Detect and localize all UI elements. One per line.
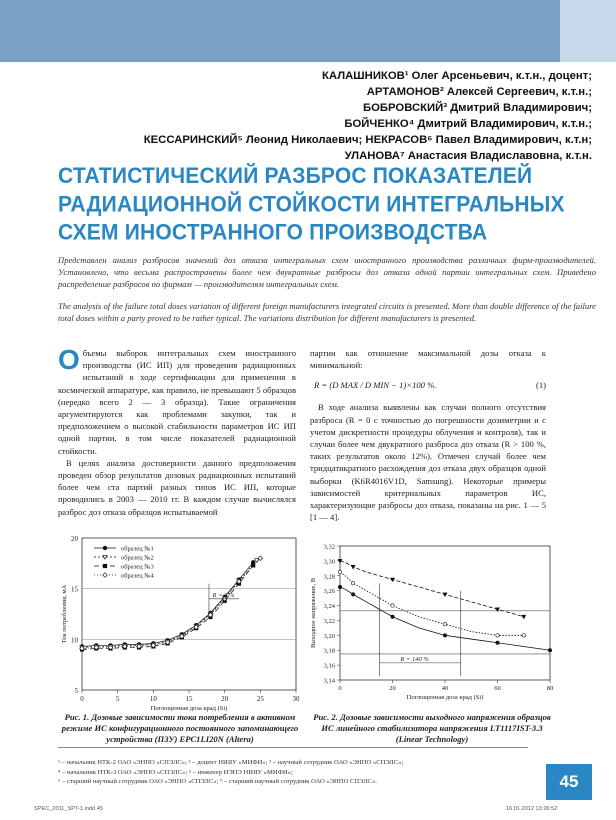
author-list (20, 68, 592, 164)
footnote-divider (58, 747, 528, 748)
y-tick-label: 3,26 (323, 588, 335, 596)
x-tick-label: 20 (221, 695, 229, 703)
footnote: ⁴ – начальник НТК-3 ОАО «ЭНПО «СПЭЛС»; ⁵ – инженер ИЭПЭ НИЯУ «МИФИ»; (58, 768, 293, 776)
author-line: БОЙЧЕНКО⁴ Дмитрий Владимирович, к.т.н.; (344, 118, 592, 130)
y-tick-label: 3,18 (323, 647, 335, 655)
abstract-russian: Представлен анализ разбросов значений доз отказа интегральных схем иностранного производства различных фирм-производителей. Установлено, что весьма распространены более чем двукратные разбросы доз отказа одной партии интегральных схем. Приведено распределение разбросов по фирмам — производителям интегральных схем. (58, 255, 596, 289)
data-point (351, 582, 354, 585)
series-line (82, 562, 253, 646)
legend-label: образец №4 (121, 572, 154, 580)
y-tick-label: 10 (71, 636, 78, 645)
y-tick-label: 3,20 (323, 632, 335, 640)
x-tick-label: 20 (389, 685, 396, 692)
y-tick-label: 5 (74, 687, 78, 695)
data-point (496, 641, 499, 644)
x-tick-label: 30 (292, 695, 300, 703)
body-paragraph: партии как отношение максимальной дозы отказа к минимальной: (310, 348, 546, 371)
annotation-label: R = 3 % (212, 591, 235, 599)
annotation-label: R = 140 % (400, 655, 429, 663)
x-tick-label: 80 (546, 685, 554, 692)
x-tick-label: 40 (441, 685, 449, 692)
series-line (82, 558, 260, 648)
series-line (340, 572, 524, 635)
figure2-chart (308, 542, 556, 712)
y-tick-label: 3,22 (323, 617, 335, 625)
x-tick-label: 0 (80, 695, 84, 703)
print-slug: SPEC_2011_SPT-1.indd 45 (34, 806, 103, 812)
data-point (338, 585, 341, 588)
print-timestamp: 16.01.2012 13:26:52 (506, 806, 558, 812)
title-line: СТАТИСТИЧЕСКИЙ РАЗБРОС ПОКАЗАТЕЛЕЙ (58, 164, 533, 189)
title-line: РАДИАЦИОННОЙ СТОЙКОСТИ ИНТЕГРАЛЬНЫХ (58, 192, 565, 217)
data-point (351, 593, 354, 596)
data-point (548, 649, 551, 652)
page-number: 45 (546, 764, 592, 800)
data-point (103, 546, 107, 550)
author-line: УЛАНОВА⁷ Анастасия Владиславовна, к.т.н. (344, 150, 592, 162)
figure2-caption: Рис. 2. Дозовые зависимости выходного напряжения образцов ИС линейного стабилизатора напряжения LT1117IST-3.3 (Linear Technology) (313, 712, 551, 744)
y-tick-label: 3,14 (323, 677, 335, 685)
y-axis-label: Выходное напряжение, В (310, 577, 317, 649)
y-tick-label: 3,32 (323, 543, 335, 551)
data-point (103, 573, 108, 578)
footnote: ⁶ – старший научный сотрудник ОАО «ЭНПО «СПЭЛС»; ⁷ – старший научный сотрудник ОАО «ЭНПО СПЭЛС». (58, 778, 377, 785)
data-point (443, 622, 446, 625)
header-band (0, 0, 616, 62)
legend-label: образец №2 (121, 554, 154, 562)
title-line: СХЕМ ИНОСТРАННОГО ПРОИЗВОДСТВА (58, 220, 488, 245)
y-tick-label: 3,16 (323, 662, 335, 670)
author-line: АРТАМОНОВ² Алексей Сергеевич, к.т.н.; (366, 86, 592, 98)
y-tick-label: 15 (71, 585, 78, 594)
article-title (58, 162, 598, 247)
footnotes (58, 758, 528, 787)
body-column-left (58, 344, 296, 518)
data-point (496, 634, 499, 637)
figure1-chart (58, 532, 308, 712)
author-line: КЕССАРИНСКИЙ⁵ Леонид Николаевич; НЕКРАСОВ⁶ Павел Владимирович, к.т.н; (143, 134, 592, 146)
figure1-caption: Рис. 1. Дозовые зависимости тока потребления в активном режиме ИС конфигурационного постоянного запоминающего устройства (ПЗУ) EPC1LI20N (Altera) (61, 712, 299, 744)
data-point (338, 570, 341, 573)
formula-number: (1) (535, 380, 546, 391)
x-axis-label: Поглощенная доза крад (Si) (406, 694, 484, 701)
series-line (82, 560, 257, 647)
data-point (391, 604, 394, 607)
x-tick-label: 15 (185, 695, 193, 703)
author-line: БОБРОВСКИЙ³ Дмитрий Владимирович; (363, 102, 592, 114)
data-point (103, 564, 107, 568)
header-band-light (560, 0, 616, 62)
drop-cap: О (58, 344, 80, 375)
x-tick-label: 5 (115, 695, 120, 703)
abstract-english: The analysis of the failure total doses variation of different foreign manufacturers integrated circuits is presented. More than double difference of the failure total doses within a party proved to be rather typical. The variations distribution for different manufacturers is presented. (58, 301, 596, 323)
y-tick-label: 3,28 (323, 573, 335, 581)
author-line: КАЛАШНИКОВ¹ Олег Арсеньевич, к.т.н., доцент; (322, 70, 592, 82)
y-tick-label: 20 (71, 535, 78, 543)
x-tick-label: 0 (338, 685, 342, 692)
data-point (522, 634, 525, 637)
x-axis-label: Поглощенная доза крад (Si) (150, 705, 228, 712)
legend-label: образец №1 (121, 545, 154, 553)
y-axis-label: Ток потребления, мА (61, 584, 68, 644)
data-point (522, 615, 526, 619)
body-column-right (310, 347, 546, 523)
series-line (82, 565, 253, 649)
plot-frame (82, 538, 296, 690)
footnote: ¹ – начальник НТК-2 ОАО «ЭНПО «СПЭЛС»; ² – доцент НИЯУ «МИФИ»; ³ – научный сотрудник ОАО «ЭНПО «СПЭЛС»; (58, 759, 404, 766)
body-paragraph: В целях анализа достоверности данного предположения проведен обзор результатов дозовых радиационных испытаний более чем ста партий разных типов ИС ИП, которые проводились в 2003 — 2010 гг. В каждом случае вычислялся разброс доз отказа образцов испытываемой (58, 457, 296, 517)
data-point (443, 634, 446, 637)
plot-frame (340, 546, 550, 680)
x-tick-label: 10 (149, 695, 157, 703)
data-point (391, 615, 394, 618)
x-tick-label: 25 (256, 695, 264, 703)
y-tick-label: 3,30 (323, 558, 335, 566)
body-paragraph: бъемы выборок интегральных схем иностранного производства (ИС ИП) для проведения радиационных испытаний в ходе сертификации для применения в космической аппаратуре, как правило, не превышают 5 образцов (нередко всего 2 — 3 образца). Такие ограничения аргументируются как проблемами закупки, так и предположением о высокой стабильности параметров ИС ИП одной партии, в том числе показателей радиационной стойкости. (58, 348, 296, 456)
formula: R = (D MAX / D MIN − 1)×100 %. (314, 380, 437, 391)
data-point (251, 564, 255, 568)
legend-label: образец №3 (121, 563, 154, 571)
y-tick-label: 3,24 (323, 603, 335, 611)
x-tick-label: 60 (494, 685, 501, 692)
body-paragraph: В ходе анализа выявлены как случаи полного отсутствия разброса (R = 0 с точностью до погрешности дозиметрии и с учетом дискретности процедуры облучения и контроля), так и случаи более чем двукратного разброса доз отказа (R > 100 %, таких результатов около 12%). Отмечен случай более чем тридцатикратного расхождения доз отказа двух образцов одной выборки (K6R4016V1D, Samsung). Некоторые примеры зависимостей критериальных параметров ИС, характеризующие разбросы доз отказа, показаны на рис. 1 — 5 [1 — 4]. (310, 402, 546, 523)
